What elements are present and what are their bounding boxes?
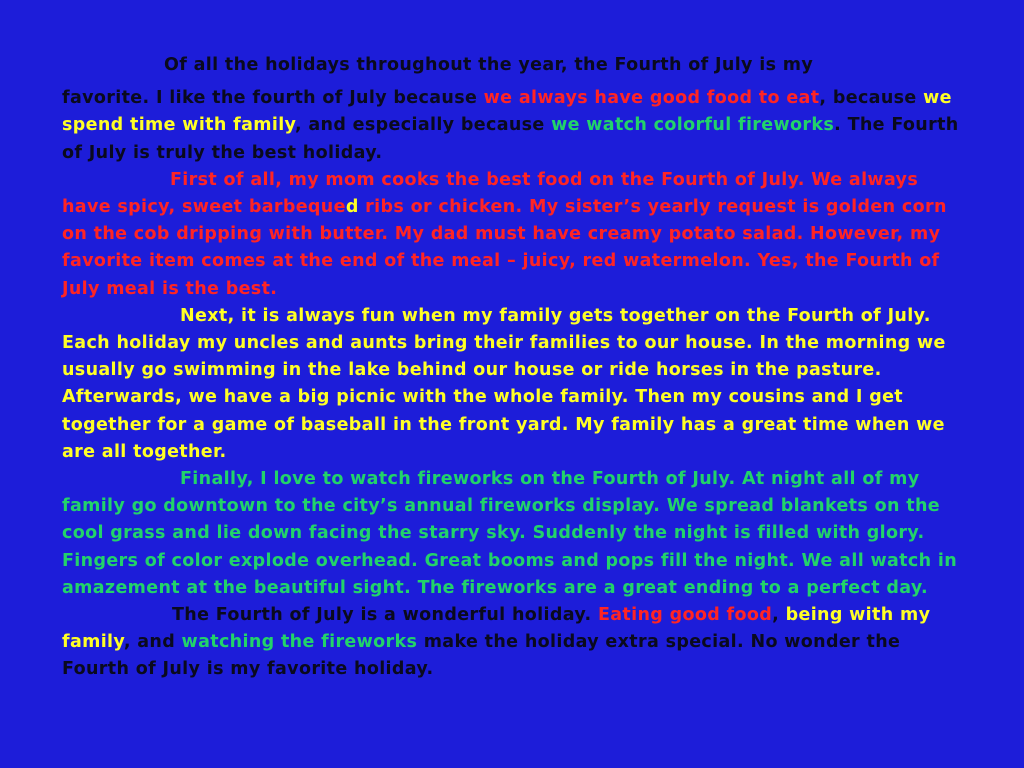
food-text-letter: d bbox=[345, 197, 359, 218]
conclusion-food-highlight: Eating good food bbox=[597, 605, 773, 626]
conclusion-family-highlight: being with my family bbox=[62, 605, 931, 653]
fireworks-paragraph: Finally, I love to watch fireworks on the Fourth of July. At night all of my family go downtown to the city’s annual fireworks display. We spread blankets on the cool grass and lie down facing the starry sky. Suddenly the night is filled with glory. Fingers of color explode overhead. Great booms and pops fill the night. We all watch in amazement at the beautiful sight. The fireworks are a great ending to a perfect day. bbox=[62, 469, 958, 598]
intro-food-highlight: we always have good food to eat bbox=[483, 88, 820, 109]
family-paragraph: Next, it is always fun when my family gets together on the Fourth of July. Each holiday my uncles and aunts bring their families to our house. In the morning we usually go swimming in the lake behind our house or ride horses in the pasture. Afterwards, we have a big picnic with the whole family. Then my cousins and I get together for a game of baseball in the front yard. My family has a great time when we are all together. bbox=[62, 305, 946, 462]
food-text-2: ribs or chicken. My sister’s yearly request is golden corn on the cob dripping with butter. My dad must have creamy potato salad. However, my favorite item comes at the end of the meal – juicy, red watermelon. Yes, the Fourth of July meal is the best. bbox=[62, 197, 947, 299]
food-text-1: First of all, my mom cooks the best food on the Fourth of July. We always have spicy, sweet barbeque bbox=[62, 169, 919, 218]
intro-text-4: . The Fourth of July is truly the best holiday. bbox=[62, 115, 959, 163]
intro-paragraph bbox=[62, 52, 962, 167]
intro-text-3: , and especially because bbox=[294, 115, 552, 136]
essay-text-block bbox=[62, 52, 962, 684]
conclusion-text-1: The Fourth of July is a wonderful holiday. bbox=[172, 605, 598, 626]
intro-first-line: Of all the holidays throughout the year, the Fourth of July is my bbox=[164, 55, 814, 75]
intro-text-2: , because bbox=[819, 88, 924, 109]
intro-family-highlight: we spend time with family bbox=[62, 88, 952, 136]
conclusion-paragraph bbox=[62, 602, 962, 684]
conclusion-fireworks-highlight: watching the fireworks bbox=[181, 632, 418, 653]
conclusion-text-4: make the holiday extra special. No wonder the Fourth of July is my favorite holiday. bbox=[62, 632, 901, 680]
conclusion-text-3: , and bbox=[123, 632, 182, 653]
food-paragraph bbox=[62, 167, 962, 303]
intro-text-1: favorite. I like the fourth of July because bbox=[62, 88, 484, 109]
intro-fireworks-highlight: we watch colorful fireworks bbox=[551, 115, 835, 136]
conclusion-text-2: , bbox=[772, 605, 786, 626]
